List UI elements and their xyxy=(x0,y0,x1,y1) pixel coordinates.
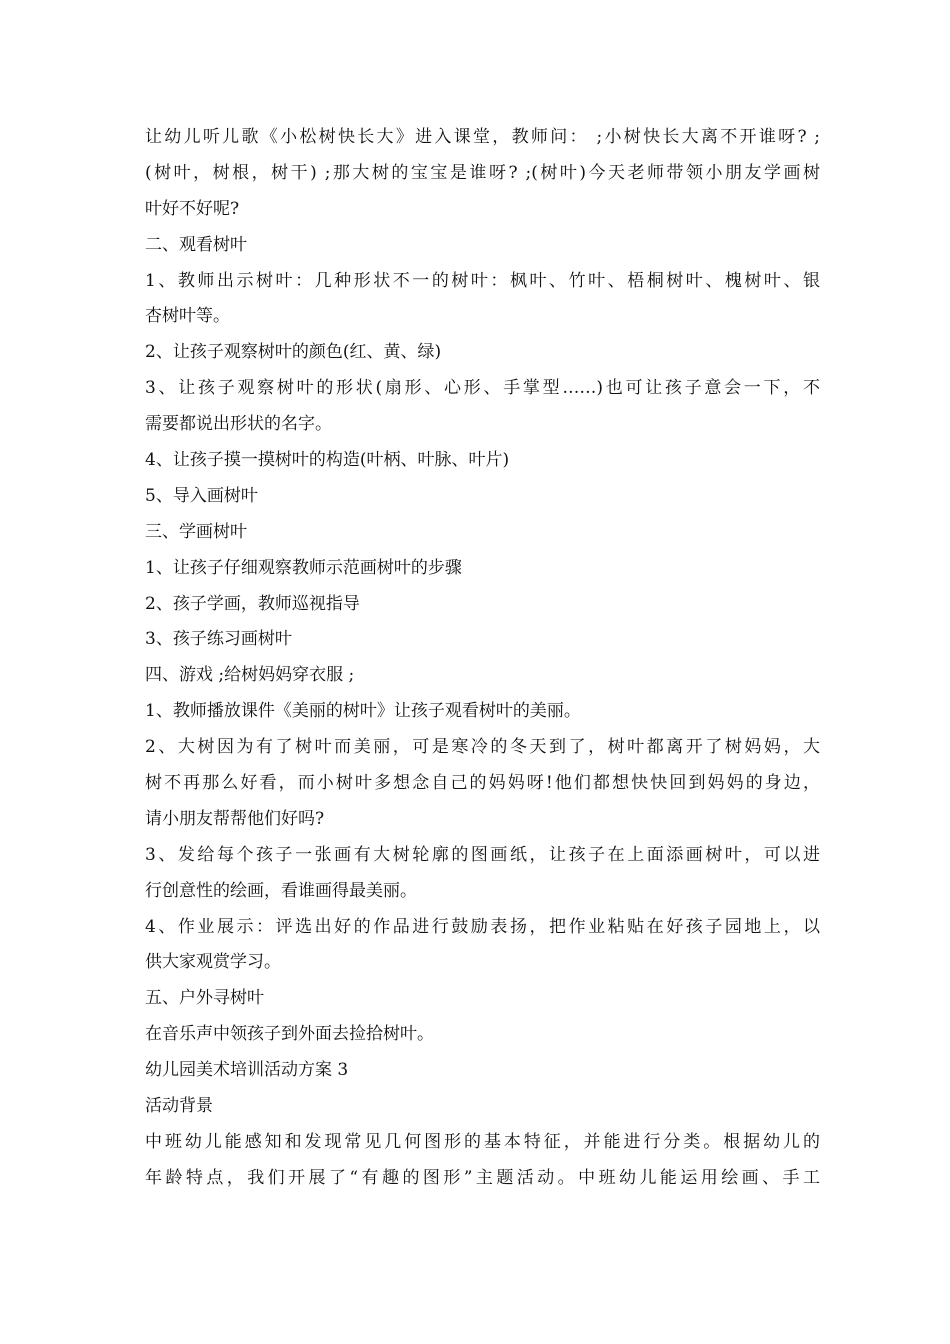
text-line: 杏树叶等。 xyxy=(145,306,230,327)
text-line: 1、让孩子仔细观察教师示范画树叶的步骤 xyxy=(145,557,462,578)
text-line: 3、发给每个孩子一张画有大树轮廓的图画纸，让孩子在上面添画树叶，可以进 xyxy=(145,844,820,865)
text-line: 行创意性的绘画，看谁画得最美丽。 xyxy=(145,880,417,901)
text-line: 叶好不好呢? xyxy=(145,198,240,219)
section-heading: 二、观看树叶 xyxy=(145,234,247,255)
text-line: 年龄特点，我们开展了“有趣的图形”主题活动。中班幼儿能运用绘画、手工 xyxy=(145,1167,820,1188)
document-body xyxy=(145,120,820,1197)
text-line: 中班幼儿能感知和发现常见几何图形的基本特征，并能进行分类。根据幼儿的 xyxy=(145,1131,820,1152)
section-heading: 四、游戏 ;给树妈妈穿衣服 ; xyxy=(145,665,355,686)
text-line: 1、教师出示树叶：几种形状不一的树叶：枫叶、竹叶、梧桐树叶、槐树叶、银 xyxy=(145,270,820,291)
document-title: 幼儿园美术培训活动方案 3 xyxy=(145,1060,349,1081)
text-line: 需要都说出形状的名字。 xyxy=(145,414,332,435)
text-line: 请小朋友帮帮他们好吗? xyxy=(145,808,325,829)
text-line: (树叶，树根，树干) ;那大树的宝宝是谁呀? ;(树叶)今天老师带领小朋友学画树 xyxy=(145,162,820,183)
text-line: 3、让孩子观察树叶的形状(扇形、心形、手掌型……)也可让孩子意会一下，不 xyxy=(145,378,820,399)
text-line: 2、大树因为有了树叶而美丽，可是寒冷的冬天到了，树叶都离开了树妈妈，大 xyxy=(145,737,820,758)
text-line: 供大家观赏学习。 xyxy=(145,952,281,973)
text-line: 树不再那么好看，而小树叶多想念自己的妈妈呀!他们都想快快回到妈妈的身边， xyxy=(145,773,820,794)
section-heading: 三、学画树叶 xyxy=(145,521,247,542)
text-line: 2、孩子学画，教师巡视指导 xyxy=(145,593,360,614)
text-line: 让幼儿听儿歌《小松树快长大》进入课堂，教师问： ;小树快长大离不开谁呀? ; xyxy=(145,127,820,147)
section-heading: 活动背景 xyxy=(145,1096,213,1117)
text-line: 4、作业展示：评选出好的作品进行鼓励表扬，把作业粘贴在好孩子园地上，以 xyxy=(145,916,820,937)
text-line: 4、让孩子摸一摸树叶的构造(叶柄、叶脉、叶片) xyxy=(145,450,510,471)
section-heading: 五、户外寻树叶 xyxy=(145,988,264,1009)
text-line: 3、孩子练习画树叶 xyxy=(145,629,292,650)
text-line: 2、让孩子观察树叶的颜色(红、黄、绿) xyxy=(145,342,442,363)
text-line: 1、教师播放课件《美丽的树叶》让孩子观看树叶的美丽。 xyxy=(145,701,581,722)
text-line: 在音乐声中领孩子到外面去捡拾树叶。 xyxy=(145,1024,434,1045)
text-line: 5、导入画树叶 xyxy=(145,485,258,506)
